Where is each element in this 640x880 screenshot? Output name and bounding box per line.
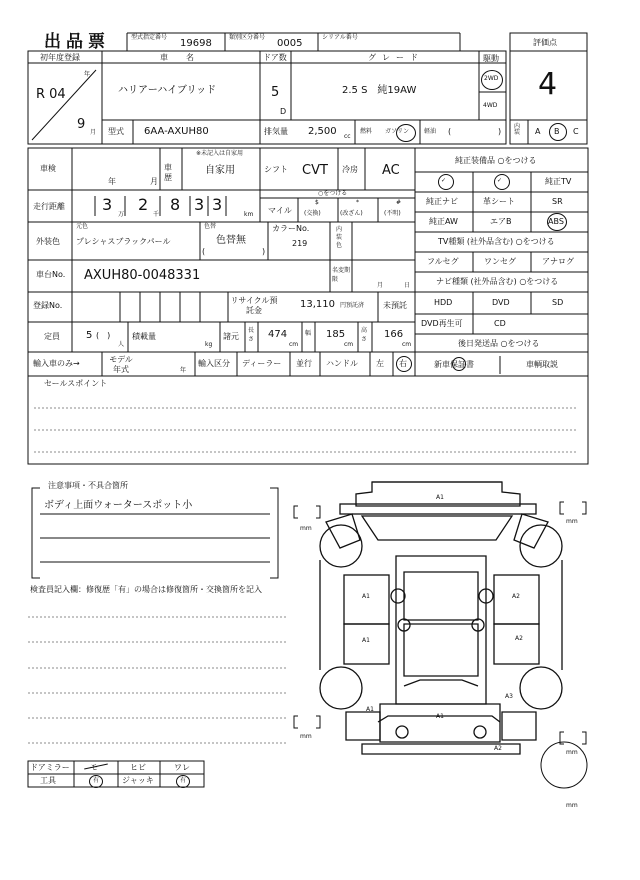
width-unit: cm [344, 341, 354, 348]
mileage-digit-3: 8 [170, 195, 181, 214]
tv-icon: ✓ [441, 177, 447, 184]
tools-yu: 有 [93, 777, 100, 784]
load-unit: kg [205, 341, 213, 348]
capacity-paren: ( ) [96, 331, 111, 340]
usage-note: ※未記入は自家用 [196, 150, 244, 157]
handle-label: ハンドル [326, 359, 358, 368]
reg-month: 9 [77, 117, 86, 132]
displacement-unit: cc [344, 133, 351, 140]
cd-label: CD [494, 319, 506, 328]
fuel-label: 燃料 [360, 128, 373, 135]
jack-label: ジャッキ [122, 776, 154, 785]
handle-right-circle [396, 356, 412, 372]
model-year-unit: 年 [180, 367, 187, 374]
equipment-title: 純正装備品 ○をつける [455, 156, 537, 165]
mark-right-rear-fender: A3 [505, 693, 513, 700]
mileage-sen: 千 [153, 211, 160, 218]
tools-label: 工具 [40, 776, 56, 785]
handle-left: 左 [376, 359, 384, 368]
exchange-symbol: $ [315, 199, 319, 206]
equip-sr: SR [552, 197, 563, 206]
equip-abs: ABS [548, 217, 564, 226]
mm-label-1: mm [300, 525, 312, 532]
page-title: 出品票 [44, 32, 110, 52]
jack-yu: 有 [180, 777, 187, 784]
notes-text: ボディ上面ウォータースポット小 [44, 500, 193, 511]
mileage-digit-1: 3 [102, 195, 113, 214]
color-no-label: カラーNo. [272, 224, 310, 233]
interior-a: A [535, 127, 541, 136]
shaken-month: 月 [150, 177, 158, 186]
chassis-label: 車台No. [36, 270, 66, 279]
reg-month-unit: 月 [90, 129, 97, 136]
repaint-value: 色替無 [216, 235, 246, 246]
name-change-label: 名変期限 [332, 267, 351, 283]
reg-era: R 04 [36, 87, 66, 102]
unknown-symbol: # [396, 199, 402, 206]
model-year-label: モデル年式 [109, 355, 133, 374]
altered-symbol: * [356, 199, 359, 206]
mark-rear-bumper: A2 [494, 745, 502, 752]
sales-point-label: セールスポイント [44, 379, 108, 388]
repaint-paren-close: ) [262, 247, 266, 256]
equip-navi: 純正ナビ [426, 197, 458, 206]
equip-aw: 純正AW [429, 217, 458, 226]
original-color-label: 元色 [76, 223, 89, 230]
type-number: 19698 [180, 38, 212, 49]
interior-color-label: 内装色 [336, 226, 343, 249]
mileage-note: ○をつける [318, 190, 348, 197]
mileage-unit: km [244, 211, 254, 218]
tv-fullseg: フルセグ [427, 257, 459, 266]
repaint-label: 色替 [204, 223, 217, 230]
tv-oneseg: ワンセグ [484, 257, 516, 266]
oil-label: 軽油 [424, 128, 437, 135]
fuel-value: ガソリン [385, 128, 410, 135]
mm-label-4: mm [566, 749, 578, 756]
handle-right: 右 [399, 359, 407, 368]
doors-value: 5 [271, 85, 280, 100]
length-label: 長さ [248, 327, 255, 343]
mileage-digit-2: 2 [138, 195, 149, 214]
displacement-label: 排気量 [264, 127, 288, 136]
navi-hdd: HDD [434, 298, 453, 307]
drive-4wd: 4WD [483, 102, 498, 109]
original-color: プレシャスブラックパール [76, 237, 171, 246]
repaint-paren: ( [202, 247, 206, 256]
capacity-label: 定員 [44, 332, 60, 341]
length-value: 474 [268, 329, 288, 340]
model-label: 型式 [108, 127, 124, 136]
type-number-label: 型式指定番号 [131, 34, 168, 41]
recycle-unit: 円預託済 [340, 302, 365, 309]
notes-label: 注意事項・不具合箇所 [48, 481, 128, 490]
drive-2wd: 2WD [484, 75, 499, 82]
interior-label: 内装 [514, 123, 521, 136]
import-label: 輸入車のみ→ [33, 359, 80, 368]
mileage-digit-4: 3 [194, 195, 205, 214]
height-value: 166 [384, 329, 404, 340]
drive-label: 駆動 [483, 54, 499, 63]
grade-value: 2.5 S 純19AW [342, 85, 417, 96]
width-label: 幅 [305, 330, 312, 337]
dim-label: 諸元 [223, 332, 239, 341]
length-unit: cm [289, 341, 299, 348]
shift-label: シフト [264, 165, 288, 174]
fuel-circle [396, 124, 416, 142]
color-label: 外装色 [36, 237, 60, 246]
color-no: 219 [292, 239, 308, 248]
navi-icon: ✓ [497, 177, 503, 184]
mileage-label: 走行距離 [33, 202, 65, 211]
score-label: 評価点 [533, 38, 557, 47]
tv-title: TV種類 (社外品含む) ○をつける [438, 237, 555, 246]
oil-paren: ( [448, 127, 452, 136]
oil-paren-close: ) [498, 127, 502, 136]
mileage-digit-5: 3 [212, 195, 223, 214]
load-label: 積載量 [132, 332, 156, 341]
exchange-label: (交換) [304, 210, 321, 217]
later-title: 後日発送品 ○をつける [458, 339, 540, 348]
usage-label: 車歴 [164, 163, 172, 182]
equip-tv: 純正TV [545, 177, 572, 186]
mark-left-rear-door: A1 [362, 637, 370, 644]
name-change-day: 日 [404, 282, 411, 289]
mm-label-3: mm [300, 733, 312, 740]
mm-label-2: mm [566, 518, 578, 525]
shift-value: CVT [302, 163, 328, 178]
recycle-unpaid: 未預託 [383, 301, 407, 310]
navi-title: ナビ種類 (社外品含む) ○をつける [436, 277, 559, 286]
equip-abs-circle [547, 213, 567, 231]
mark-left-rear-fender: A1 [366, 706, 374, 713]
doors-suffix: D [280, 107, 287, 116]
navi-dvd: DVD [492, 298, 510, 307]
mirror-hibi: ヒビ [130, 763, 146, 772]
mark-left-front-door: A1 [362, 593, 370, 600]
mirror-label: ドアミラー [30, 763, 70, 772]
equip-leather: 革シート [483, 197, 515, 206]
inspector-label: 検査員記入欄：修復歴「有」の場合は修復箇所・交換箇所を記入 [30, 585, 262, 594]
interior-b: B [554, 127, 560, 136]
capacity-value: 5 [86, 330, 93, 341]
drive-2wd-circle [481, 70, 503, 90]
import-type-label: 輸入区分 [198, 359, 230, 368]
tv-analog: アナログ [542, 257, 574, 266]
car-name: ハリアーハイブリッド [118, 85, 217, 96]
width-value: 185 [326, 329, 346, 340]
interior-b-circle [549, 123, 567, 141]
reg-no-label: 登録No. [33, 301, 63, 310]
name-change-month: 月 [377, 282, 384, 289]
recycle-value: 13,110 [300, 299, 335, 310]
interior-c: C [573, 127, 579, 136]
serial-label: シリアル番号 [322, 34, 358, 41]
usage-value: 自家用 [205, 165, 235, 176]
mirror-mo: モ [90, 763, 98, 772]
unknown-label: (不明) [384, 210, 401, 217]
mile-label: マイル [268, 206, 292, 215]
displacement-value: 2,500 [308, 126, 337, 137]
later-warranty: 新車保証書 [434, 360, 474, 369]
altered-label: (改ざん) [340, 210, 363, 217]
mirror-ware: ワレ [174, 763, 190, 772]
first-reg-label: 初年度登録 [40, 53, 80, 62]
equip-airbag: エアB [490, 217, 512, 226]
doors-label: ドア数 [263, 53, 287, 62]
reg-year-unit: 年 [84, 71, 91, 78]
shaken-label: 車検 [40, 164, 56, 173]
navi-sd: SD [552, 298, 564, 307]
mark-right-front-door: A2 [512, 593, 520, 600]
jack-yu-circle [176, 775, 190, 788]
mark-roof: A1 [436, 494, 444, 501]
mileage-man: 万 [118, 211, 125, 218]
grade-label: グレード [368, 53, 424, 62]
mark-right-rear-door: A2 [515, 635, 523, 642]
mm-label-5: mm [566, 802, 578, 809]
chassis-value: AXUH80-0048331 [84, 268, 201, 283]
car-name-label: 車名 [160, 53, 212, 62]
category-label: 類別区分番号 [229, 34, 266, 41]
dvd-play-label: DVD再生可 [421, 319, 463, 328]
ac-value: AC [382, 163, 400, 178]
height-label: 高さ [361, 327, 368, 343]
category-number: 0005 [277, 38, 303, 49]
import-dealer: ディーラー [242, 359, 282, 368]
later-manual: 車輌取説 [526, 360, 558, 369]
capacity-unit: 人 [118, 341, 125, 348]
score-value: 4 [538, 67, 558, 102]
import-parallel: 並行 [296, 359, 312, 368]
tools-yu-circle [89, 775, 103, 788]
ac-label: 冷房 [342, 165, 358, 174]
model-value: 6AA-AXUH80 [144, 126, 209, 137]
recycle-label: リサイクル預託金 [230, 296, 278, 315]
later-warranty-circle [452, 357, 466, 371]
height-unit: cm [402, 341, 412, 348]
shaken-year: 年 [108, 177, 116, 186]
mark-trunk: A1 [436, 713, 444, 720]
